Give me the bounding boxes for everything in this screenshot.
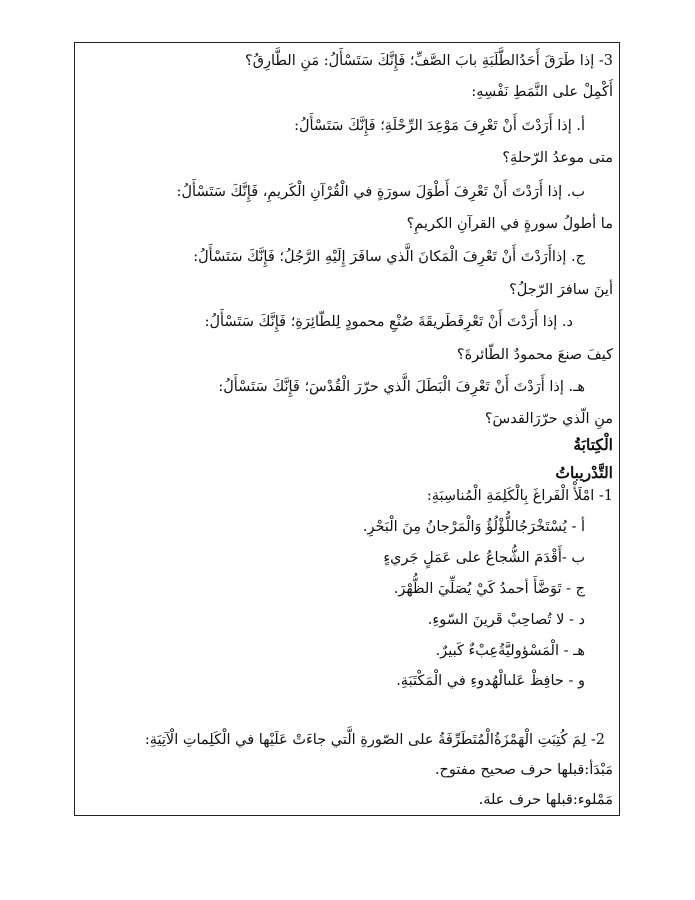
item-c-question: ج. إذاأَرَدْتَ أَنْ تَعْرِفَ الْمَكانَ الَّذي سافَرَ إِلَيْهِ الرَّجُلُ؛ فَإِنَّكَ سَتَسْأَلُ: — [193, 249, 585, 265]
exercise-1-instruction: 1- امْلَأْ الْفَراغَ بِالْكَلِمَةِ الْمُناسِبَةِ: — [426, 488, 613, 504]
question-3: 3- إذا طَرَقَ أَحَدُالطَّلَبَةِ بابَ الصَّفِّ؛ فَإِنَّكَ سَتَسْأَلُ: مَنِ الطَّارِقُ؟ — [245, 53, 613, 69]
exercise-1-item-c: ج - تَوَضَّأَ أحمدُ كَيْ يُصَلِّيَ الظُّهْرَ. — [393, 581, 585, 597]
item-e-answer: منِ الّذي حرّرَالقدسَ؟ — [484, 411, 613, 427]
item-b-question: ب. إذا أَرَدْتَ أَنْ تَعْرِفَ أَطْوَلَ سورَةٍ في الْقُرْآنِ الْكَريمِ، فَإِنَّكَ سَتَسْأَلُ: — [176, 184, 585, 200]
item-a-answer: متى موعدُ الرّحلةِ؟ — [502, 150, 613, 166]
exercise-2-instruction: 2- لِمَ كُتِبَتِ الْهَمْزَةُالْمُتَطَرِّفَةُ على الصّورةِ الَّتي جاءَتْ عَلَيْها في الْكَلِماتِ الْآتِيَةِ: — [144, 732, 605, 748]
item-b-answer: ما أطولُ سورةٍ في القرآنِ الكريمِ؟ — [406, 216, 613, 232]
instruction-complete-pattern: أَكْمِلْ على النَّمَطِ نَفْسِهِ: — [471, 84, 613, 100]
item-a-question: أ. إذا أَرَدْتَ أَنْ تَعْرِفَ مَوْعِدَ الرِّحْلَةِ؛ فَإِنَّكَ سَتَسْأَلُ: — [294, 118, 585, 134]
exercise-1-item-e: هـ - الْمَسْؤوليَّةُعِبْءٌ كَبيرٌ. — [435, 643, 585, 659]
item-e-question: هـ. إذا أَرَدْتَ أَنْ تَعْرِفَ الْبَطَلَ الَّذي حرّرَ الْقُدْسَ؛ فَإِنَّكَ سَتَسْأَلُ: — [218, 379, 585, 395]
exercise-1-item-f: و - حافِظْ عَلىالْهُدوءِ في الْمَكْتَبَةِ. — [396, 673, 585, 689]
writing-heading: الْكِتابَةُ — [573, 435, 613, 454]
exercise-1-item-d: د - لا تُصاحِبْ قَرينَ السّوءِ. — [427, 612, 585, 628]
item-d-answer: كيفَ صنعَ محمودٌ الطّائرةَ؟ — [456, 347, 613, 363]
exercises-heading: التَّدْريباتُ — [555, 463, 613, 482]
exercise-1-item-a: أ - يُسْتَخْرَجُاللُّؤْلُؤُ وَالْمَرْجانُ مِنَ الْبَحْرِ. — [362, 519, 585, 535]
item-c-answer: أينَ سافرَ الرّجلُ؟ — [509, 282, 613, 298]
worksheet-frame — [74, 42, 620, 816]
item-d-question: د. إذا أَرَدْتَ أَنْ تَعْرِفَطَريقَةَ صُنْعِ محمودٍ لِلطّائِرَةِ؛ فَإِنَّكَ سَتَسْأَلُ: — [204, 314, 573, 330]
exercise-2-item-b: مَمْلوء:قبلها حرف علة. — [478, 792, 613, 808]
exercise-1-item-b: ب -أَقْدَمَ الشُّجاعُ على عَمَلٍ جَريءٍ — [383, 550, 585, 566]
exercise-2-item-a: مَبْدَأ:قبلها حرف صحيح مفتوح. — [434, 762, 613, 778]
